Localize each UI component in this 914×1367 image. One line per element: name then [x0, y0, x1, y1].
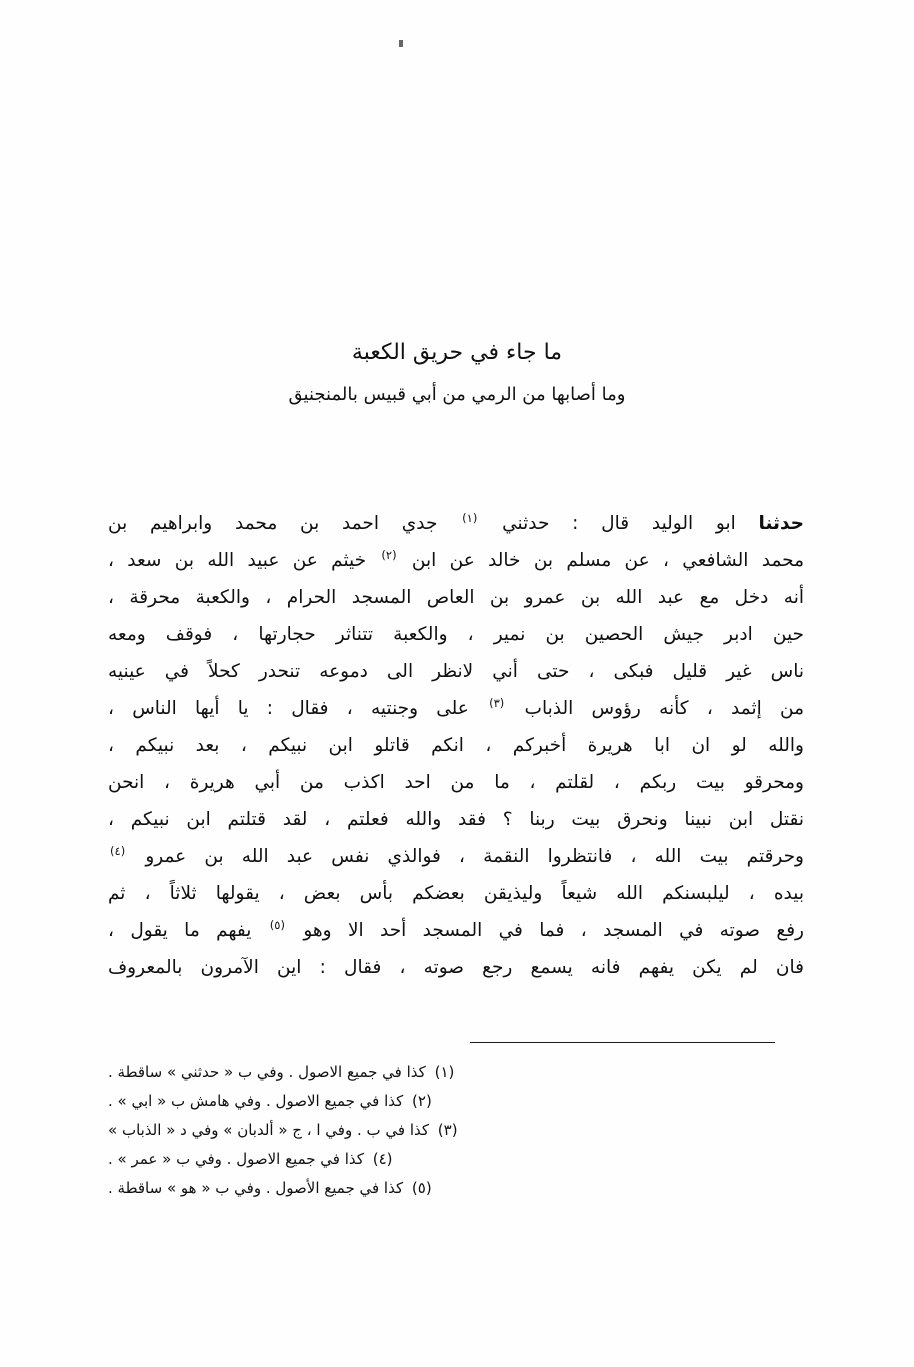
- footnote-number: (٢): [412, 1092, 432, 1110]
- body-line: والله لو ان ابا هريرة أخبركم ، انكم قاتلو ابن نبيكم ، بعد نبيكم ،: [108, 735, 804, 756]
- footnote-reference[interactable]: (١): [462, 510, 478, 525]
- heading-group: [0, 336, 914, 408]
- footnote-item: [108, 1174, 804, 1203]
- page-subtitle: وما أصابها من الرمي من أبي قبيس بالمنجنيق: [288, 384, 626, 405]
- footnote-number: (٤): [372, 1150, 393, 1168]
- footnote-item: [108, 1116, 804, 1145]
- footnote-reference[interactable]: (٣): [489, 695, 505, 710]
- footnote-reference[interactable]: (٢): [381, 547, 397, 562]
- body-line: حدثنا ابو الوليد قال : حدثني $^{(١)}$ جدي احمد بن محمد وابراهيم بن: [108, 510, 804, 534]
- page-title: ما جاء في حريق الكعبة: [351, 340, 563, 365]
- body-line: ومحرقو بيت ربكم ، لقلتم ، ما من احد اكذب من أبي هريرة ، انحن: [108, 772, 804, 793]
- body-text: [108, 505, 804, 986]
- footnote-number: (٥): [411, 1179, 432, 1197]
- footnote-text: كذا في ب . وفي ا ، ج « ألدبان » وفي د « الذباب »: [108, 1121, 434, 1139]
- footnote-text: كذا في جميع الأصول . وفي ب « هو » ساقطة .: [108, 1179, 408, 1197]
- body-line: فان لم يكن يفهم فانه يسمع رجع صوته ، فقال : اين الآمرون بالمعروف: [108, 957, 804, 978]
- footnote-item: [108, 1145, 804, 1174]
- body-line: ناس غير قليل فبكى ، حتى أني لانظر الى دموعه تنحدر كحلاً في عينيه: [108, 661, 804, 682]
- body-line: بيده ، ليلبسنكم الله شيعاً وليذيقن بعضكم بأس بعض ، يقولها ثلاثاً ، ثم: [108, 883, 804, 904]
- footnote-text: كذا في جميع الاصول . وفي ب « عمر » .: [108, 1150, 369, 1168]
- body-line: من إثمد ، كأنه رؤوس الذباب $^{(٣)}$ على وجنتيه ، فقال : يا أيها الناس ،: [108, 695, 804, 719]
- footnote-reference[interactable]: (٤): [110, 843, 126, 858]
- footnote-item: [108, 1087, 804, 1116]
- footnote-item: [108, 1058, 804, 1087]
- footnote-text: كذا في جميع الاصول . وفي ب « حدثني » ساقطة .: [108, 1063, 431, 1081]
- body-line: وحرقتم بيت الله ، فانتظروا النقمة ، فوالذي نفس عبد الله بن عمرو $^{(٤)}$: [110, 843, 804, 867]
- footnotes-block: [108, 1058, 804, 1203]
- footnote-separator-rule: [470, 1042, 775, 1043]
- footnote-number: (٣): [437, 1121, 458, 1139]
- paragraph-lead-word: حدثنا: [758, 513, 804, 534]
- body-line: محمد الشافعي ، عن مسلم بن خالد عن ابن $^{(٢)}$ خيثم عن عبيد الله بن سعد ،: [108, 547, 804, 571]
- footnote-text: كذا في جميع الاصول . وفي هامش ب « ابي » .: [108, 1092, 409, 1110]
- scan-registration-mark: [399, 40, 403, 47]
- footnote-reference[interactable]: (٥): [269, 917, 285, 932]
- body-line: حين ادبر جيش الحصين بن نمير ، والكعبة تتناثر حجارتها ، فوقف ومعه: [108, 624, 804, 645]
- footnote-number: (١): [434, 1063, 455, 1081]
- body-line: رفع صوته في المسجد ، فما في المسجد أحد الا وهو $^{(٥)}$ يفهم ما يقول ،: [108, 917, 804, 941]
- body-line: نقتل ابن نبينا ونحرق بيت ربنا ؟ فقد والله فعلتم ، لقد قتلتم ابن نبيكم ،: [108, 809, 804, 830]
- body-line: أنه دخل مع عبد الله بن عمرو بن العاص المسجد الحرام ، والكعبة محرقة ،: [108, 587, 804, 608]
